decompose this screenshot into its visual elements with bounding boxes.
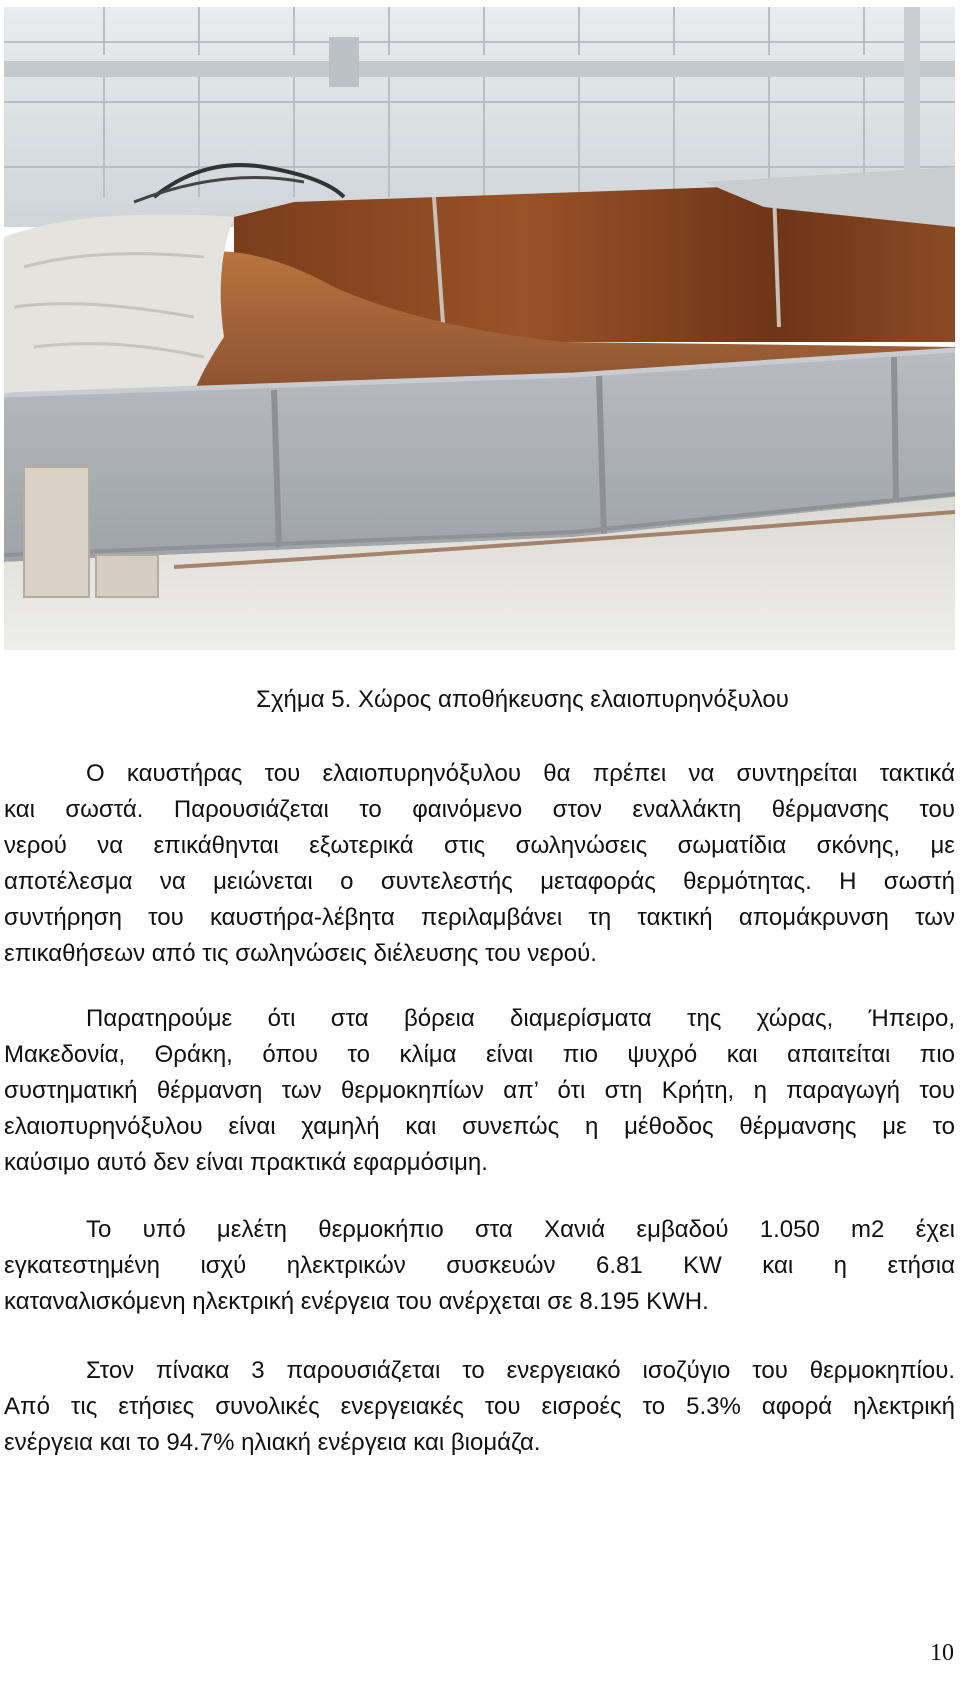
text-line: και σωστά. Παρουσιάζεται το φαινόμενο στον εναλλάκτη θέρμανσης του (4, 796, 955, 823)
figure-photo (4, 7, 955, 650)
text-line: εγκατεστημένη ισχύ ηλεκτρικών συσκευών 6.81 KW και η ετήσια (4, 1252, 955, 1279)
text-line: Ο καυστήρας του ελαιοπυρηνόξυλου θα πρέπει να συντηρείται τακτικά (86, 760, 955, 787)
text-line: Από τις ετήσιες συνολικές ενεργειακές του εισροές το 5.3% αφορά ηλεκτρική (4, 1393, 955, 1420)
text-line: καύσιμο αυτό δεν είναι πρακτικά εφαρμόσιμη. (4, 1149, 488, 1176)
paragraph-northern-regions (4, 1001, 955, 1181)
text-line: ελαιοπυρηνόξυλου είναι χαμηλή και συνεπώς η μέθοδος θέρμανσης με το (4, 1113, 955, 1140)
text-line: Μακεδονία, Θράκη, όπου το κλίμα είναι πιο ψυχρό και απαιτείται πιο (4, 1041, 955, 1068)
text-line: Το υπό μελέτη θερμοκήπιο στα Χανιά εμβαδού 1.050 m2 έχει (86, 1216, 955, 1243)
text-line: συντήρηση του καυστήρα-λέβητα περιλαμβάνει τη τακτική απομάκρυνση των (4, 904, 955, 931)
olive-pit-storage-photo (4, 7, 955, 650)
text-line: αποτέλεσμα να μειώνεται ο συντελεστής μεταφοράς θερμότητας. Η σωστή (4, 868, 955, 895)
text-line: καταναλισκόμενη ηλεκτρική ενέργεια του ανέρχεται σε 8.195 KWH. (4, 1288, 709, 1315)
figure-caption: Σχήμα 5. Χώρος αποθήκευσης ελαιοπυρηνόξυλου (256, 686, 789, 713)
paragraph-burner-maintenance (4, 756, 955, 972)
paragraph-energy-balance (4, 1353, 955, 1461)
text-line: Στον πίνακα 3 παρουσιάζεται το ενεργειακό ισοζύγιο του θερμοκηπίου. (86, 1357, 955, 1384)
text-line: ενέργεια και το 94.7% ηλιακή ενέργεια και βιομάζα. (4, 1429, 541, 1456)
text-line: Παρατηρούμε ότι στα βόρεια διαμερίσματα της χώρας, Ήπειρο, (86, 1005, 955, 1032)
text-line: επικαθήσεων από τις σωληνώσεις διέλευσης του νερού. (4, 940, 597, 967)
text-line: συστηματική θέρμανση των θερμοκηπίων απ’ ότι στη Κρήτη, η παραγωγή του (4, 1077, 955, 1104)
text-line: νερού να επικάθηνται εξωτερικά στις σωληνώσεις σωματίδια σκόνης, με (4, 832, 955, 859)
paragraph-greenhouse-chania (4, 1212, 955, 1320)
page-number: 10 (930, 1640, 954, 1666)
